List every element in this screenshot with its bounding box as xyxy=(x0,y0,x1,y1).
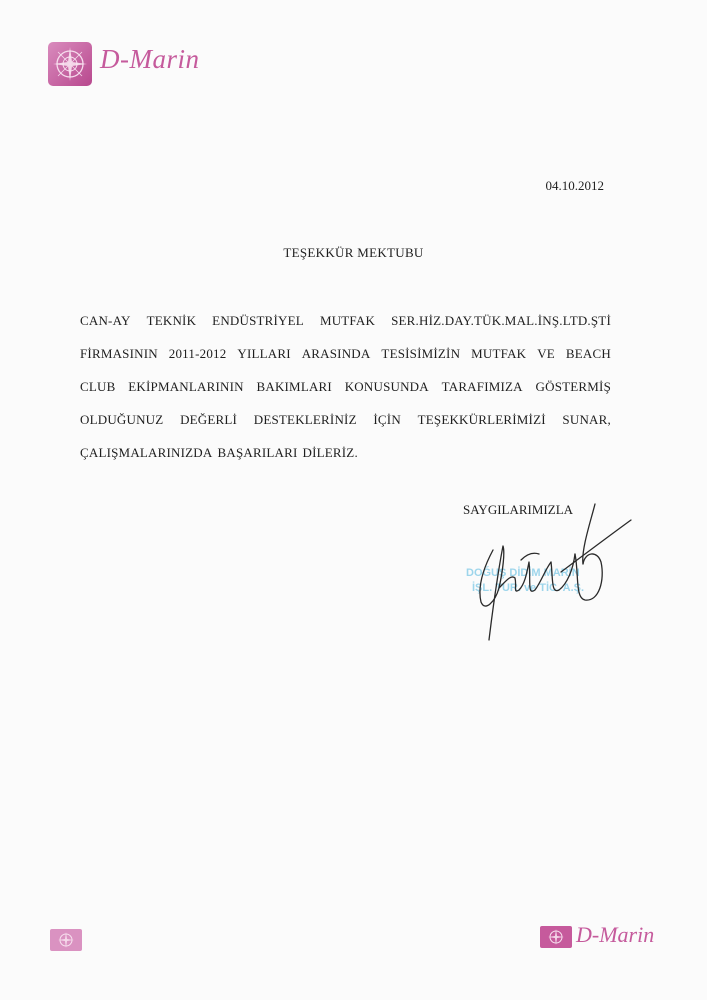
word: SUNAR, xyxy=(562,412,611,427)
word: SER.HİZ.DAY.TÜK.MAL.İNŞ.LTD.ŞTİ xyxy=(391,313,611,328)
word: OLDUĞUNUZ xyxy=(80,412,164,427)
word: ARASINDA xyxy=(301,346,371,361)
word: MUTFAK xyxy=(319,313,376,328)
word: BAKIMLARI xyxy=(256,379,332,394)
word: DEĞERLİ xyxy=(180,412,238,427)
word: CAN-AY xyxy=(80,313,131,328)
header-logo xyxy=(48,42,228,102)
word: DİLERİZ. xyxy=(302,445,358,460)
body-line xyxy=(80,436,611,469)
word: CLUB xyxy=(80,379,116,394)
body-line xyxy=(80,370,611,403)
word: DESTEKLERİNİZ xyxy=(253,412,357,427)
letter-date: 04.10.2012 xyxy=(545,178,604,193)
word: VE xyxy=(537,346,555,361)
handwritten-signature xyxy=(455,490,645,650)
word: GÖSTERMİŞ xyxy=(535,379,611,394)
footer-logo-wordmark: D-Marin xyxy=(576,922,655,947)
body-line xyxy=(80,304,611,337)
word: BEACH xyxy=(565,346,611,361)
logo-wordmark: D-Marin xyxy=(100,44,200,74)
word: FİRMASININ xyxy=(80,346,158,361)
word: TESİSİMİZİN xyxy=(381,346,461,361)
word: TARAFIMIZA xyxy=(441,379,523,394)
closing-salutation: SAYGILARIMIZLA xyxy=(463,502,574,517)
word: ÇALIŞMALARINIZDA xyxy=(80,445,213,460)
compass-rose-icon xyxy=(48,42,92,86)
word: İÇİN xyxy=(373,412,401,427)
letter-body xyxy=(80,304,611,469)
footer-logo xyxy=(540,922,670,954)
body-line xyxy=(80,337,611,370)
word: EKİPMANLARININ xyxy=(128,379,244,394)
word: KONUSUNDA xyxy=(344,379,429,394)
letter-title: TEŞEKKÜR MEKTUBU xyxy=(283,245,424,260)
footer-emblem-icon xyxy=(50,929,82,951)
stamp-line-1: DOĞUŞ DİDİM MARİN xyxy=(466,567,580,579)
word: ENDÜSTRİYEL xyxy=(212,313,304,328)
word: YILLARI xyxy=(237,346,291,361)
body-line xyxy=(80,403,611,436)
word: TEKNİK xyxy=(146,313,197,328)
word: BAŞARILARI xyxy=(217,445,298,460)
footer-compass-icon xyxy=(540,926,572,948)
word: TEŞEKKÜRLERİMİZİ xyxy=(417,412,546,427)
stamp-line-2: İŞL. TUR. ve TİC. A.Ş. xyxy=(472,582,585,594)
word: MUTFAK xyxy=(471,346,527,361)
word: 2011-2012 xyxy=(168,346,227,361)
